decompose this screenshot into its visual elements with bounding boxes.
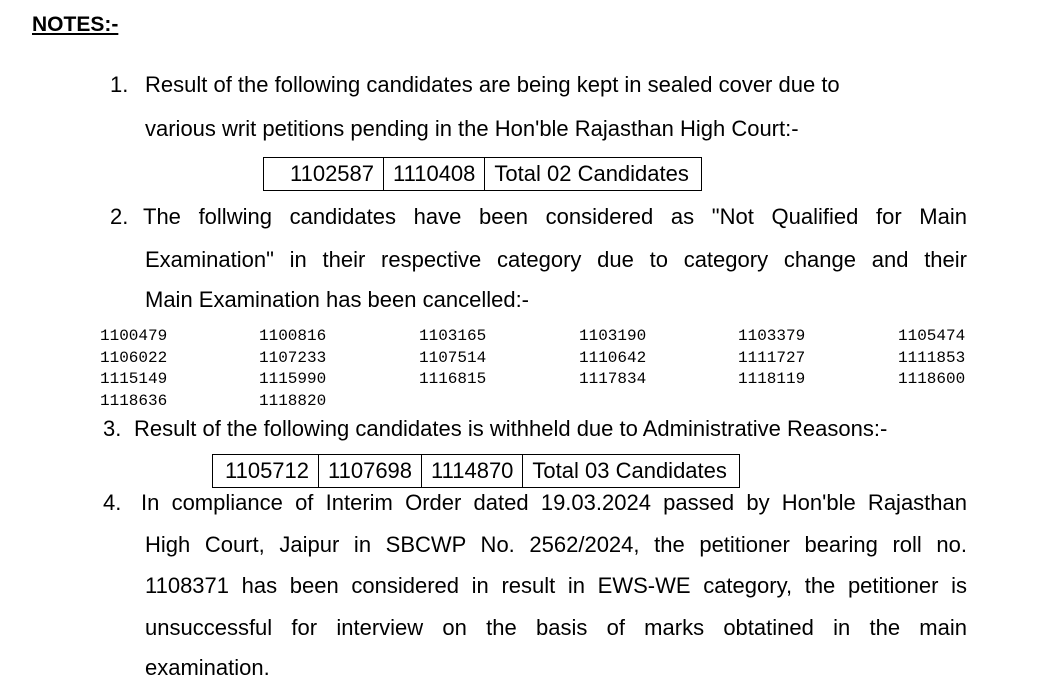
- roll-number: 1115149: [100, 370, 168, 388]
- note-4-line-2: High Court, Jaipur in SBCWP No. 2562/2024, the petitioner bearing roll no.: [145, 532, 967, 557]
- roll-cell: 1110408: [384, 158, 485, 191]
- notes-heading: NOTES:-: [32, 13, 119, 36]
- roll-number: 1103190: [579, 327, 647, 345]
- note-4-line-5: examination.: [145, 655, 270, 680]
- roll-cell: 1102587: [264, 158, 384, 191]
- roll-number: 1118636: [100, 391, 168, 410]
- note-2-number: 2.: [110, 204, 129, 229]
- roll-number: 1100479: [100, 327, 168, 345]
- roll-number: 1103379: [738, 327, 806, 345]
- roll-number: 1117834: [579, 370, 647, 388]
- roll-number: 1106022: [100, 348, 168, 367]
- roll-cell: 1114870: [422, 455, 523, 488]
- roll-number: 1111853: [898, 348, 966, 367]
- note-1-line-2: various writ petitions pending in the Hon'ble Rajasthan High Court:-: [145, 116, 799, 141]
- roll-number: 1118600: [898, 370, 966, 388]
- roll-cell: 1107698: [319, 455, 422, 488]
- roll-number: 1118820: [259, 391, 327, 410]
- note-4-line-1: In compliance of Interim Order dated 19.03.2024 passed by Hon'ble Rajasthan: [141, 490, 967, 515]
- roll-number: 1110642: [579, 348, 647, 367]
- roll-number: 1107233: [259, 348, 327, 367]
- roll-number: 1100816: [259, 327, 327, 345]
- note-2-line-1: The follwing candidates have been considered as "Not Qualified for Main: [143, 204, 967, 229]
- roll-number: 1115990: [259, 370, 327, 388]
- note-4-line-3: 1108371 has been considered in result in EWS-WE category, the petitioner is: [145, 573, 967, 598]
- total-cell: Total 03 Candidates: [523, 455, 739, 488]
- roll-number: 1118119: [738, 370, 806, 388]
- roll-number: 1107514: [419, 348, 487, 367]
- note-3-line-1: Result of the following candidates is withheld due to Administrative Reasons:-: [134, 416, 888, 441]
- note-2-line-3: Main Examination has been cancelled:-: [145, 287, 530, 312]
- note-1-number: 1.: [110, 72, 129, 97]
- note-3-number: 3.: [103, 416, 122, 441]
- roll-number: 1103165: [419, 327, 487, 345]
- roll-number: 1105474: [898, 327, 966, 345]
- note-3-roll-table: [212, 454, 740, 488]
- note-4-line-4: unsuccessful for interview on the basis of marks obtatined in the main: [145, 615, 967, 640]
- roll-number: 1116815: [419, 370, 487, 388]
- note-1-line-1: Result of the following candidates are being kept in sealed cover due to: [145, 72, 840, 97]
- total-cell: Total 02 Candidates: [485, 158, 701, 191]
- roll-cell: 1105712: [213, 455, 319, 488]
- note-4-number: 4.: [103, 490, 122, 515]
- note-1-roll-table: [263, 157, 702, 191]
- note-2-line-2: Examination" in their respective category due to category change and their: [145, 247, 967, 272]
- roll-number: 1111727: [738, 348, 806, 367]
